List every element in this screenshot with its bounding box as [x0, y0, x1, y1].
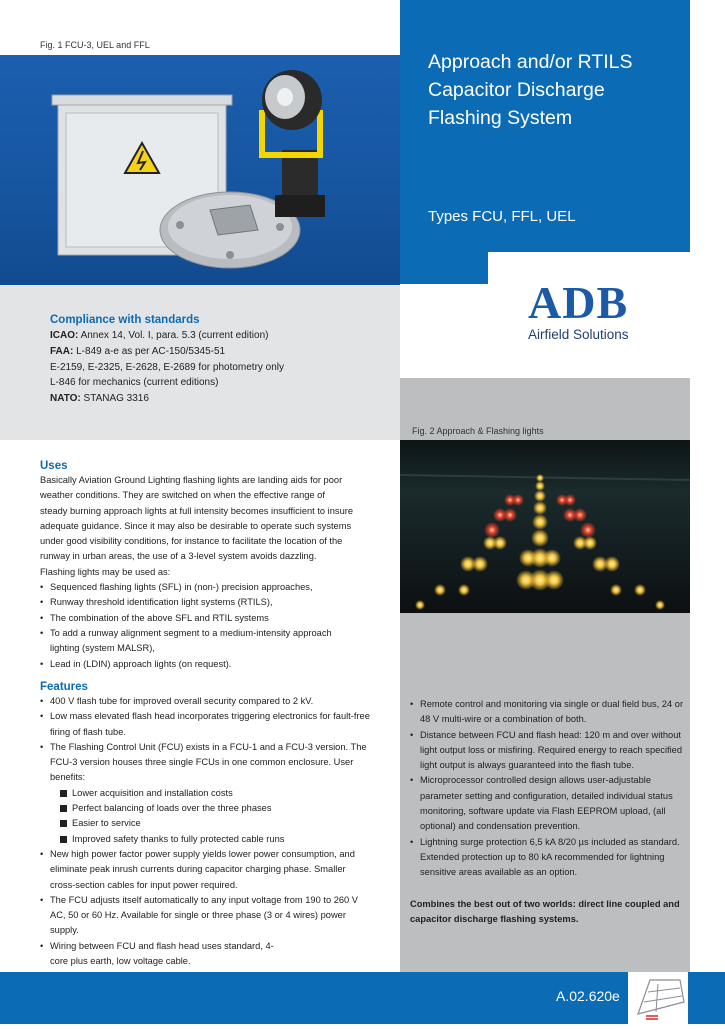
- adb-logo: ADB: [528, 277, 629, 328]
- uses-bullet: • Runway threshold identification light systems (RTILS),: [40, 595, 392, 610]
- uses-line: adequate guidance. Since it may also be desirable to operate such systems: [40, 520, 352, 531]
- uses-bullet: • The combination of the above SFL and RTIL systems: [40, 611, 392, 626]
- closing-statement: Combines the best out of two worlds: direct line coupled and capacitor discharge flashing systems.: [410, 898, 680, 925]
- uses-heading: Uses: [40, 460, 68, 472]
- benefit-item: Easier to service: [60, 816, 370, 831]
- compliance-heading: Compliance with standards: [50, 314, 200, 326]
- compliance-icao: ICAO: Annex 14, Vol. I, para. 5.3 (current edition): [50, 330, 269, 341]
- feature-bullet: • 400 V flash tube for improved overall security compared to 2 kV.: [40, 694, 370, 709]
- runway-icon: [628, 972, 688, 1024]
- features-right-column: [410, 697, 688, 928]
- fig2-caption: Fig. 2 Approach & Flashing lights: [412, 426, 544, 436]
- benefit-item: Lower acquisition and installation costs: [60, 786, 370, 801]
- feature-bullet: • The Flashing Control Unit (FCU) exists in a FCU-1 and a FCU-3 version. The FCU-3 version houses three single FCUs in one common enclosure. User benefits:: [40, 740, 370, 786]
- approach-lights-photo: [400, 440, 690, 613]
- approach-lights-illustration: [400, 440, 690, 613]
- compliance-faa: FAA: L-849 a-e as per AC-150/5345-51: [50, 345, 226, 357]
- uses-line: Basically Aviation Ground Lighting flashing lights are landing aids for poor: [40, 475, 343, 485]
- feature-bullet: • Lightning surge protection 6,5 kA 8/20 µs included as standard. Extended protection up to 80 kA recommended for lightning sensitive areas available as an option.: [410, 835, 688, 881]
- product-photo: [0, 55, 400, 285]
- benefit-item: Improved safety thanks to fully protected cable runs: [60, 832, 370, 847]
- compliance-section: [50, 314, 390, 407]
- feature-bullet: • Remote control and monitoring via single or dual field bus, 24 or 48 V multi-wire or a combination of both.: [410, 697, 688, 728]
- subtitle: Types FCU, FFL, UEL: [428, 208, 576, 225]
- uses-bullet: • Lead in (LDIN) approach lights (on request).: [40, 657, 392, 672]
- title-line: Approach and/or RTILS: [428, 51, 633, 73]
- feature-bullet: • Microprocessor controlled design allows user-adjustable parameter setting and configuration, detailed individual status monitoring, software update via Flash EEPROM upload, (all optional) and condensation prevention.: [410, 773, 688, 834]
- uses-line: under good visibility conditions, for instance to facilitate the location of the: [40, 536, 343, 547]
- feature-bullet: • Low mass elevated flash head incorporates triggering electronics for fault-free firing of flash tube.: [40, 709, 370, 740]
- uses-line: weather conditions. They are switched on when the effective range of: [40, 490, 325, 501]
- uses-bullet: • Sequenced flashing lights (SFL) in (non-) precision approaches,: [40, 580, 392, 595]
- title-line: Capacitor Discharge: [428, 79, 605, 101]
- fig1-caption: Fig. 1 FCU-3, UEL and FFL: [40, 40, 150, 50]
- compliance-faa-line: E-2159, E-2325, E-2628, E-2689 for photometry only: [50, 361, 285, 373]
- features-heading: Features: [40, 681, 88, 693]
- footer-logo-box: [628, 972, 688, 1024]
- main-title: [428, 48, 688, 132]
- feature-bullet: • New high power factor power supply yields lower power consumption, and eliminate peak inrush currents during capacitor charging phase. Smaller cross-section cables for input power required.: [40, 847, 370, 893]
- features-section: [40, 681, 370, 969]
- benefit-item: Perfect balancing of loads over the three phases: [60, 801, 370, 816]
- uses-line: Flashing lights may be used as:: [40, 566, 171, 577]
- uses-bullet: • To add a runway alignment segment to a medium-intensity approach lighting (system MALSR),: [40, 626, 350, 657]
- product-illustration: [0, 55, 400, 285]
- title-line: Flashing System: [428, 107, 573, 129]
- feature-bullet: • Wiring between FCU and flash head uses standard, 4-core plus earth, low voltage cable.: [40, 939, 290, 970]
- feature-bullet: • Distance between FCU and flash head: 120 m and over without light output loss or misfiring. Required energy to reach specified light output is always guaranteed into the flash tube.: [410, 728, 688, 774]
- document-code: A.02.620e: [556, 988, 620, 1004]
- compliance-nato: NATO: STANAG 3316: [50, 393, 149, 405]
- uses-line: steady burning approach lights at full intensity becomes insufficient to insure: [40, 505, 354, 516]
- logo-tagline: Airfield Solutions: [528, 327, 629, 342]
- compliance-faa-line: L-846 for mechanics (current editions): [50, 377, 219, 389]
- uses-section: [40, 460, 392, 672]
- uses-line: runway in urban areas, the use of a 3-level system avoids dazzling.: [40, 551, 317, 562]
- feature-bullet: • The FCU adjusts itself automatically to any input voltage from 190 to 260 V AC, 50 or 60 Hz. Available for single or three phase (3 or 4 wires) power supply.: [40, 893, 370, 939]
- title-panel-extension: [400, 252, 488, 284]
- logo-box: [488, 252, 690, 378]
